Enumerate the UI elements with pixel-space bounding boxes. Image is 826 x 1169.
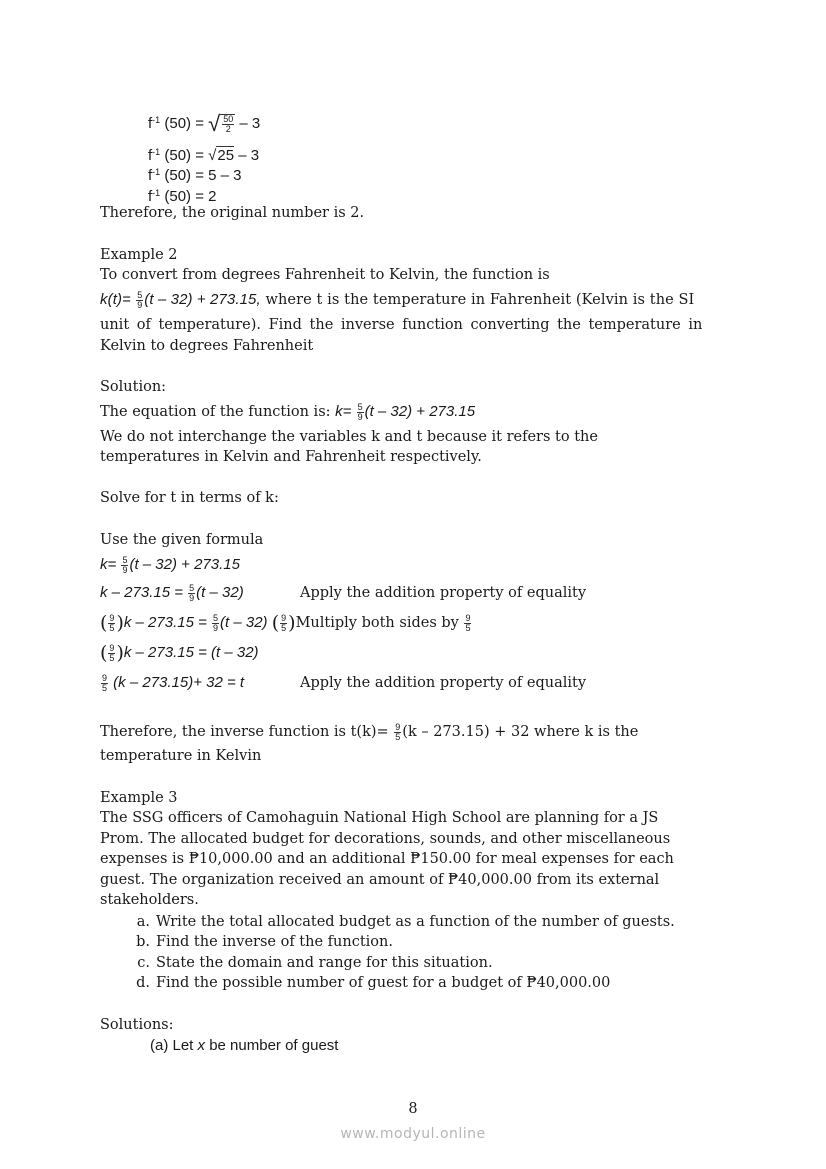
step-4: $f^{-1}$ (50) = 2: [148, 188, 217, 205]
paragraph: We do not interchange the variables k and t because it refers to the: [100, 429, 598, 445]
step-3: $f^{-1}$ (50) = 5 – 3: [148, 167, 242, 184]
step-1: $f^{-1}$ (50) = √ $\frac{50}{2}$ – 3: [148, 111, 261, 136]
list-item: b. Find the inverse of the function.: [136, 934, 393, 950]
paragraph: stakeholders.: [100, 892, 199, 908]
paragraph: unit of temperature). Find the inverse function converting the temperature in: [100, 317, 703, 333]
watermark: www.modyul.online: [340, 1126, 486, 1142]
solution-label: Solution:: [100, 379, 167, 395]
work-line-3: ( $\frac{9}{5}$ )k – 273.15 = $\frac{5}{9}$ (t – 32) ( $\frac{9}{5}$ )Multiply both sides by $\frac{9}{5}$: [100, 612, 471, 634]
paragraph: temperature in Kelvin: [100, 748, 262, 764]
paragraph: Solve for t in terms of k:: [100, 490, 279, 506]
solution-a: (a) Let x be number of guest: [150, 1037, 339, 1054]
work-line-2: k – 273.15 = $\frac{5}{9}$ (t – 32): [100, 582, 244, 603]
example-2-title: Example 2: [100, 247, 178, 263]
solutions-label: Solutions:: [100, 1017, 174, 1033]
paragraph: Prom. The allocated budget for decorations, sounds, and other miscellaneous: [100, 831, 671, 847]
work-note: Apply the addition property of equality: [300, 675, 587, 691]
paragraph: Kelvin to degrees Fahrenheit: [100, 338, 314, 354]
list-item: d. Find the possible number of guest for a budget of ₱40,000.00: [136, 975, 611, 991]
work-line-5: $\frac{9}{5}$ (k – 273.15)+ 32 = t: [102, 672, 245, 693]
step-2: $f^{-1}$ (50) = √25 – 3: [148, 147, 260, 164]
list-item: a. Write the total allocated budget as a function of the number of guests.: [136, 914, 675, 930]
function-line: k(t)= $\frac{5}{9}$ (t – 32) + 273.15, where t is the temperature in Fahrenheit (Kelvin is the SI: [100, 289, 695, 310]
equation-line: The equation of the function is: k= $\frac{5}{9}$ (t – 32) + 273.15: [100, 401, 476, 422]
work-line-4: ( $\frac{9}{5}$ )k – 273.15 = (t – 32): [100, 642, 259, 664]
paragraph: temperatures in Kelvin and Fahrenheit respectively.: [100, 449, 482, 465]
page-number: 8: [408, 1101, 418, 1117]
work-line-1: k= $\frac{5}{9}$ (t – 32) + 273.15: [100, 554, 240, 575]
example-3-title: Example 3: [100, 790, 178, 806]
paragraph: Use the given formula: [100, 532, 264, 548]
paragraph: The SSG officers of Camohaguin National High School are planning for a JS: [100, 810, 659, 826]
paragraph: To convert from degrees Fahrenheit to Kelvin, the function is: [100, 267, 550, 283]
paragraph: expenses is ₱10,000.00 and an additional ₱150.00 for meal expenses for each: [100, 851, 674, 867]
work-note: Apply the addition property of equality: [300, 585, 587, 601]
conclusion: Therefore, the original number is 2.: [100, 205, 365, 221]
paragraph: guest. The organization received an amount of ₱40,000.00 from its external: [100, 872, 660, 888]
list-item: c. State the domain and range for this situation.: [137, 955, 493, 971]
inverse-conclusion: Therefore, the inverse function is t(k)= $\frac{9}{5}$ (k – 273.15) + 32 where k is the: [100, 721, 639, 742]
